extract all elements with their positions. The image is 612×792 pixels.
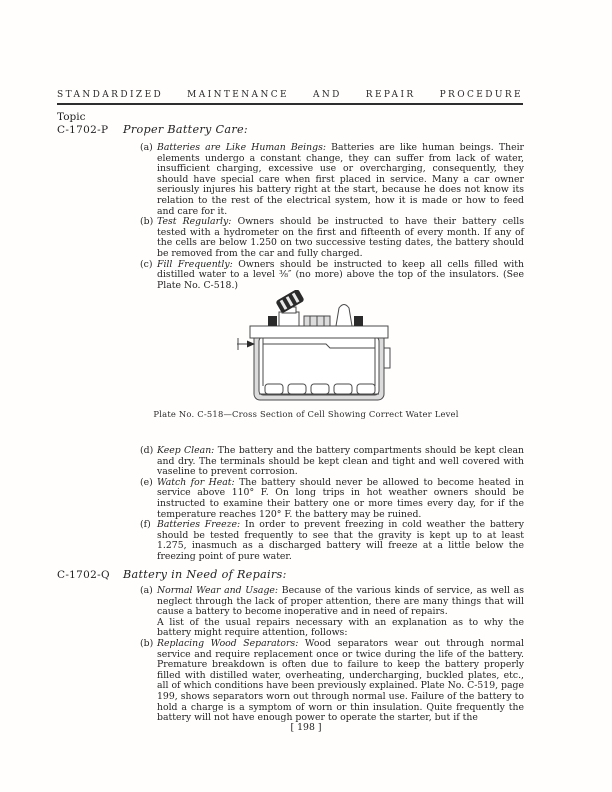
item-text: Owners should be instructed to keep all cells filled with distilled water to a level ⅜″ (no more) above the top of the insulators. (See Plate No. C-518.) <box>157 258 524 291</box>
item-lead: Watch for Heat: <box>157 476 235 488</box>
list-item-a2 <box>140 586 524 639</box>
list-item-b2 <box>140 639 524 724</box>
battery-cross-section-illustration <box>232 290 396 408</box>
item-lead: Keep Clean: <box>157 445 215 456</box>
battery-cross-section-svg <box>232 290 396 408</box>
item-lead: Replacing Wood Separators: <box>157 637 299 649</box>
item-label: (b) <box>140 637 154 649</box>
item-label: (a) <box>140 142 153 153</box>
item-label: (a) <box>140 585 153 596</box>
element-rest <box>334 384 352 394</box>
item-label: (e) <box>140 476 153 488</box>
item-label: (d) <box>140 445 154 456</box>
item-list-repairs-a-b <box>140 586 524 724</box>
sealing-compound-right <box>354 316 363 326</box>
sealing-compound-left <box>268 316 277 326</box>
item-text: Wood separators wear out through normal service and require replacement once or twice during the life of the battery. Premature breakdown is often due to failure to keep the battery properly filled with distilled water, overheating, undercharging, buckled plates, etc., all of which conditions have been previously explained. Plate No. C-519, page 199, shows separators worn out through normal use. Failure of the battery to hold a charge is a symptom of worn or thin insulation. Quite frequently the battery will not have enough power to operate the starter, but if the <box>157 637 524 724</box>
item-lead: Fill Frequently: <box>157 258 233 270</box>
topic-label: Topic <box>57 111 86 123</box>
section-title-proper-battery-care: Proper Battery Care: <box>123 123 248 136</box>
item-label: (c) <box>140 258 153 270</box>
element-rest <box>311 384 329 394</box>
item-text: Batteries are like human beings. Their elements undergo a constant change, they can suffer from lack of water, insufficient charging, excessive use or overcharging, consequently, they should have special care when first placed in service. Many a car owner seriously injures his battery right at the start, because he does not know its relation to the rest of the electrical system, how it is made or how to feed and care for it. <box>157 142 524 217</box>
section-code-c1702q: C-1702-Q <box>57 569 110 581</box>
list-item-f <box>140 520 524 562</box>
side-tab <box>384 348 390 368</box>
element-rest <box>265 384 283 394</box>
header-rule <box>57 103 523 105</box>
item-text: The battery should never be allowed to become heated in service above 110° F. On long trips in hot weather owners should be instructed to examine their battery one or more times every day, for if the temperature reaches 120° F. the battery may be ruined. <box>157 476 524 520</box>
item-text: The battery and the battery compartments should be kept clean and dry. The terminals should be kept clean and tight and well covered with vaseline to prevent corrosion. <box>157 445 524 478</box>
list-item-d <box>140 446 524 478</box>
item-lead: Batteries are Like Human Beings: <box>157 142 326 153</box>
section-title-battery-in-need-of-repairs: Battery in Need of Repairs: <box>123 568 287 581</box>
filler-neck <box>279 312 299 326</box>
item-lead: Batteries Freeze: <box>157 519 241 531</box>
running-header: STANDARDIZED MAINTENANCE AND REPAIR PROCEDURE <box>57 90 523 100</box>
item-lead: Normal Wear and Usage: <box>157 585 279 596</box>
element-rest <box>288 384 306 394</box>
page-number: [ 198 ] <box>290 722 322 733</box>
item-text: Because of the various kinds of service, as well as neglect through the lack of proper attention, there are many things that will cause a battery to become inoperative and in need of repairs. <box>157 585 524 618</box>
cell-cover <box>250 326 388 338</box>
item-lead: Test Regularly: <box>157 216 232 228</box>
item-text: In order to prevent freezing in cold weather the battery should be tested frequently to see that the gravity is kept up to at least 1.275, inasmuch as a discharged battery will freeze at a little below the freezing point of pure water. <box>157 519 524 562</box>
item-text: Owners should be instructed to have their battery cells tested with a hydrometer on the first and fifteenth of every month. If any of the cells are below 1.250 on two successive testing dates, the battery should be removed from the car and fully charged. <box>157 216 524 259</box>
list-item-b <box>140 217 524 259</box>
section-code-c1702p: C-1702-P <box>57 124 109 136</box>
item-text-continued: A list of the usual repairs necessary with an explanation as to why the battery might require attention, follows: <box>157 616 524 639</box>
item-list-battery-care-d-f <box>140 446 524 563</box>
item-label: (b) <box>140 216 154 228</box>
element-rest <box>357 384 375 394</box>
terminal-post <box>336 305 352 327</box>
item-label: (f) <box>140 519 151 531</box>
item-list-battery-care-a-c <box>140 143 524 291</box>
list-item-a <box>140 143 524 217</box>
list-item-e <box>140 478 524 520</box>
figure-caption: Plate No. C-518—Cross Section of Cell Showing Correct Water Level <box>153 409 459 419</box>
list-item-c <box>140 260 524 292</box>
